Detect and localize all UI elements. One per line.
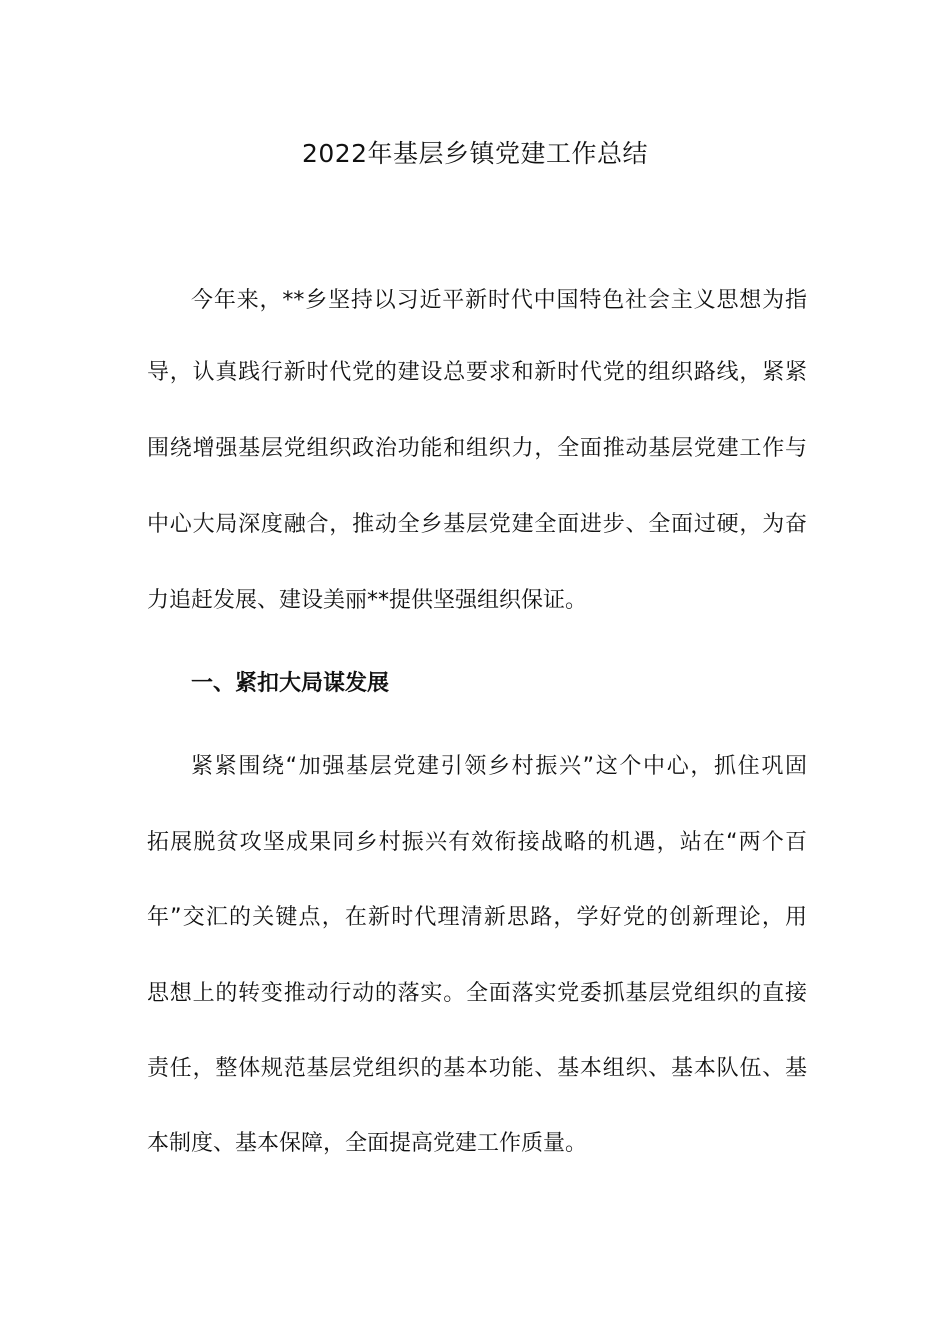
paragraph-line: 年”交汇的关键点，在新时代理清新思路，学好党的创新理论，用 — [147, 905, 807, 930]
paragraph-line: 思想上的转变推动行动的落实。全面落实党委抓基层党组织的直接 — [147, 981, 807, 1006]
paragraph-line: 拓展脱贫攻坚成果同乡村振兴有效衔接战略的机遇，站在“两个百 — [147, 830, 807, 855]
paragraph-line: 责任，整体规范基层党组织的基本功能、基本组织、基本队伍、基 — [147, 1056, 807, 1081]
paragraph-line: 今年来，**乡坚持以习近平新时代中国特色社会主义思想为指 — [191, 288, 807, 313]
paragraph-line: 中心大局深度融合，推动全乡基层党建全面进步、全面过硬，为奋 — [147, 512, 807, 537]
paragraph-line: 围绕增强基层党组织政治功能和组织力，全面推动基层党建工作与 — [147, 436, 807, 461]
document-title: 2022年基层乡镇党建工作总结 — [301, 139, 649, 168]
paragraph-line: 力追赶发展、建设美丽**提供坚强组织保证。 — [147, 588, 588, 613]
paragraph-line: 本制度、基本保障，全面提高党建工作质量。 — [147, 1131, 588, 1156]
paragraph-line: 紧紧围绕“加强基层党建引领乡村振兴”这个中心，抓住巩固 — [191, 754, 807, 779]
section-heading: 一、紧扣大局谋发展 — [191, 671, 390, 696]
paragraph-line: 导，认真践行新时代党的建设总要求和新时代党的组织路线，紧紧 — [147, 360, 807, 385]
